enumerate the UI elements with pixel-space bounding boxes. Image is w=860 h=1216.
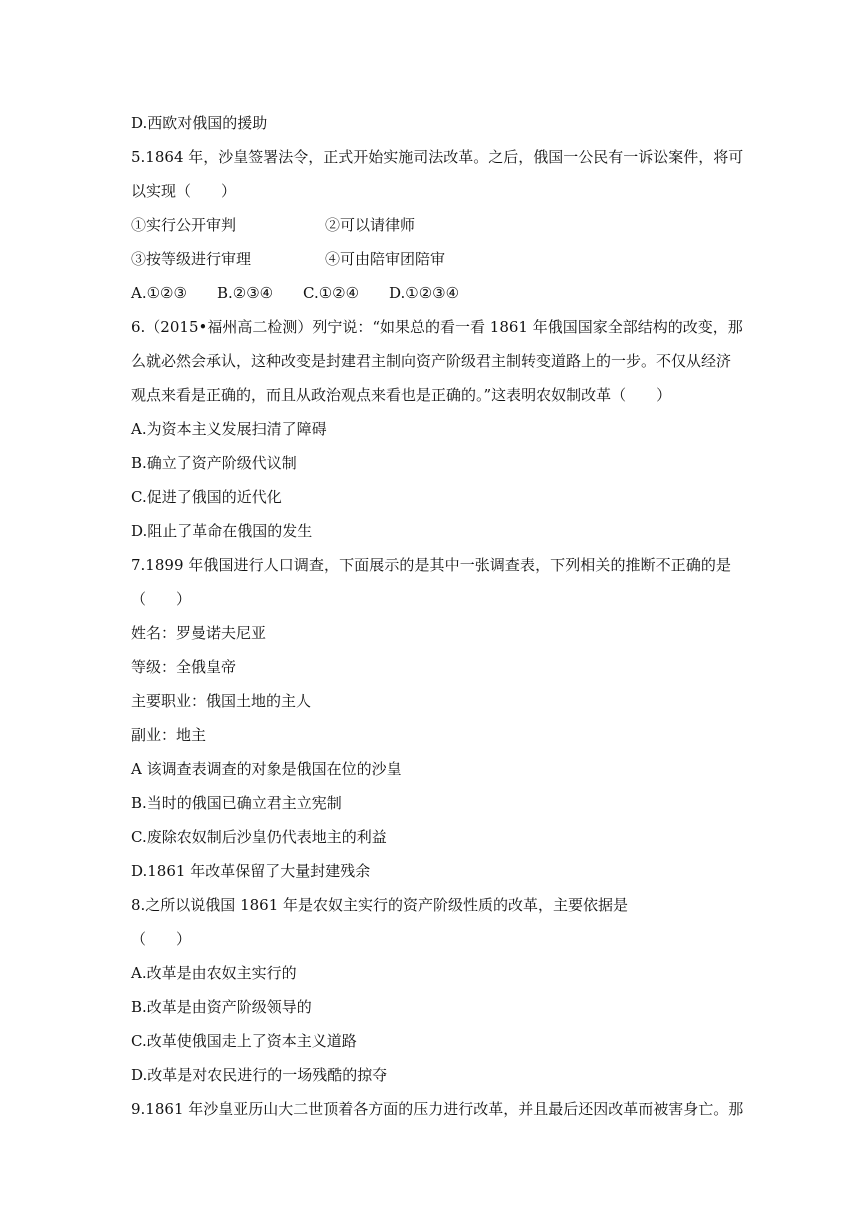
q6-stem-line-1: 6.（2015•福州高二检测）列宁说：“如果总的看一看 1861 年俄国国家全部结构的改变，那 xyxy=(131,318,743,336)
q7-option-b: B.当时的俄国已确立君主立宪制 xyxy=(131,794,342,812)
q7-option-c: C.废除农奴制后沙皇仍代表地主的利益 xyxy=(131,828,387,846)
q8-option-b: B.改革是由资产阶级领导的 xyxy=(131,998,312,1016)
q6-option-c: C.促进了俄国的近代化 xyxy=(131,488,282,506)
q7-field-rank: 等级：全俄皇帝 xyxy=(131,658,237,676)
q5-item-1: ①实行公开审判 xyxy=(131,216,237,234)
q5-items-row-2 xyxy=(131,242,731,276)
q8-option-a: A.改革是由农奴主实行的 xyxy=(131,964,297,982)
q6-option-a: A.为资本主义发展扫清了障碍 xyxy=(131,420,327,438)
q5-option-c: C.①②④ xyxy=(303,284,360,302)
q7-stem-line-1: 7.1899 年俄国进行人口调查，下面展示的是其中一张调查表，下列相关的推断不正确的是 xyxy=(131,556,731,574)
q5-option-d: D.①②③④ xyxy=(389,284,460,302)
q6-option-b: B.确立了资产阶级代议制 xyxy=(131,454,297,472)
q9-stem-line-1: 9.1861 年沙皇亚历山大二世顶着各方面的压力进行改革，并且最后还因改革而被害身亡。那 xyxy=(131,1100,744,1118)
q6-stem-line-2: 么就必然会承认，这种改变是封建君主制向资产阶级君主制转变道路上的一步。不仅从经济 xyxy=(131,352,732,370)
q8-stem-line-2: （ ） xyxy=(131,930,192,948)
q7-option-a: A 该调查表调查的对象是俄国在位的沙皇 xyxy=(131,760,402,778)
q5-items-row-1 xyxy=(131,208,731,242)
q6-option-d: D.阻止了革命在俄国的发生 xyxy=(131,522,313,540)
q7-field-sideline: 副业：地主 xyxy=(131,726,207,744)
q6-stem-line-3: 观点来看是正确的，而且从政治观点来看也是正确的。”这表明农奴制改革（ ） xyxy=(131,386,672,404)
q7-field-name: 姓名：罗曼诺夫尼亚 xyxy=(131,624,267,642)
q7-stem-line-2: （ ） xyxy=(131,590,192,608)
q5-item-2: ②可以请律师 xyxy=(325,216,416,234)
q7-option-d: D.1861 年改革保留了大量封建残余 xyxy=(131,862,371,880)
q8-option-d: D.改革是对农民进行的一场残酷的掠夺 xyxy=(131,1066,388,1084)
q5-stem-line-2: 以实现（ ） xyxy=(131,182,237,200)
q5-option-a: A.①②③ xyxy=(131,284,187,302)
q5-item-3: ③按等级进行审理 xyxy=(131,250,252,268)
document-page xyxy=(131,106,744,1126)
q5-item-4: ④可由陪审团陪审 xyxy=(325,250,446,268)
q8-stem-line-1: 8.之所以说俄国 1861 年是农奴主实行的资产阶级性质的改革，主要依据是 xyxy=(131,896,629,914)
q8-option-c: C.改革使俄国走上了资本主义道路 xyxy=(131,1032,357,1050)
q7-field-job: 主要职业：俄国土地的主人 xyxy=(131,692,312,710)
q5-option-b: B.②③④ xyxy=(217,284,274,302)
q4-option-d: D.西欧对俄国的援助 xyxy=(131,114,268,132)
q5-options-row xyxy=(131,276,731,310)
q5-stem-line-1: 5.1864 年，沙皇签署法令，正式开始实施司法改革。之后，俄国一公民有一诉讼案件，将可 xyxy=(131,148,744,166)
